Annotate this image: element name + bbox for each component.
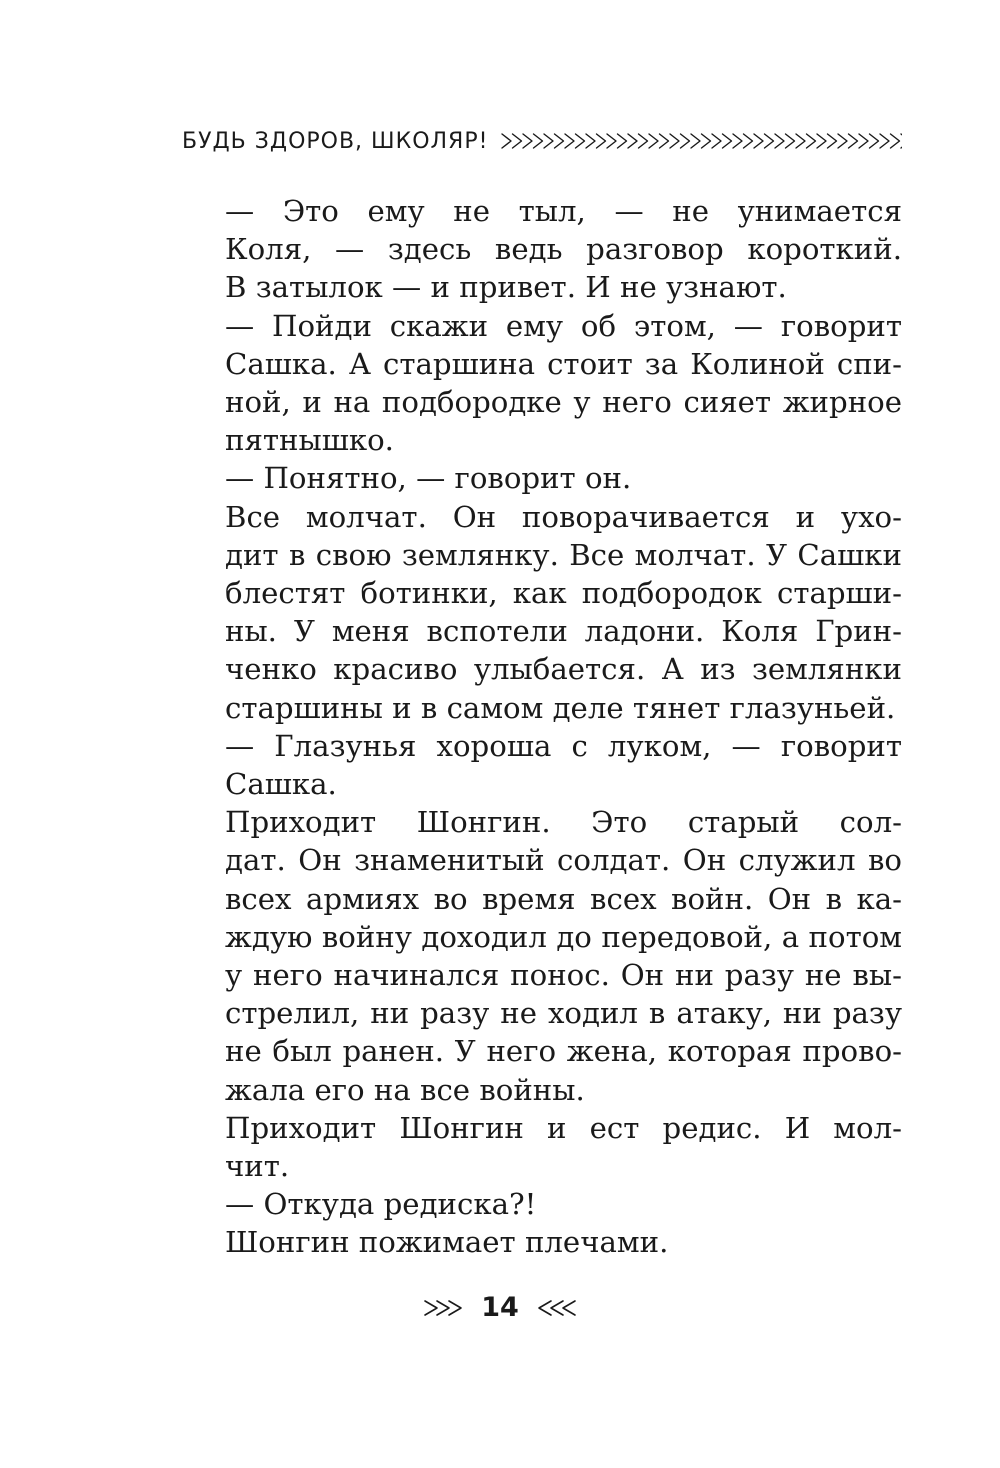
paragraph	[182, 803, 902, 1109]
paragraph	[182, 1185, 902, 1223]
text-line: — Откуда редиска?!	[225, 1187, 537, 1222]
text-line: пятнышко.	[225, 423, 394, 458]
text-line: Приходит Шонгин. Это старый сол-	[225, 805, 902, 840]
paragraph	[182, 192, 902, 307]
text-line: ны. У меня вспотели ладони. Коля Грин-	[225, 614, 902, 649]
text-line: дат. Он знаменитый солдат. Он служил во	[225, 843, 902, 878]
running-head-title: БУДЬ ЗДОРОВ, ШКОЛЯР!	[182, 128, 489, 154]
paragraph	[182, 1223, 902, 1261]
text-line: блестят ботинки, как подбородок старши-	[225, 576, 902, 611]
text-line: ной, и на подбородке у него сияет жирное	[225, 385, 902, 420]
text-line: Сашка. А старшина стоит за Колиной спи-	[225, 346, 902, 381]
text-line: жала его на все войны.	[225, 1072, 585, 1107]
text-line: Сашка.	[225, 767, 337, 802]
chevrons-right-icon	[423, 1297, 467, 1319]
text-line: чит.	[225, 1149, 290, 1184]
text-line: у него начинался понос. Он ни разу не вы-	[225, 958, 902, 993]
paragraph	[182, 307, 902, 460]
body-text	[182, 192, 902, 1262]
text-line: Приходит Шонгин и ест редис. И мол-	[225, 1110, 902, 1145]
paragraph	[182, 727, 902, 803]
text-line: — Пойди скажи ему об этом, — говорит	[225, 308, 902, 343]
text-line: стрелил, ни разу не ходил в атаку, ни разу	[225, 996, 902, 1031]
text-line: Коля, — здесь ведь разговор короткий.	[225, 232, 902, 267]
text-line: — Понятно, — говорит он.	[225, 461, 632, 496]
text-line: всех армиях во время всех войн. Он в ка-	[225, 881, 902, 916]
text-line: Шонгин пожимает плечами.	[225, 1225, 669, 1260]
text-line: ченко красиво улыбается. А из землянки	[225, 652, 902, 687]
paragraph	[182, 1109, 902, 1185]
chevrons-left-icon	[533, 1297, 577, 1319]
page-number: 14	[481, 1292, 519, 1323]
running-head	[182, 124, 902, 158]
text-line: старшины и в самом деле тянет глазуньей.	[225, 690, 896, 725]
text-line: дит в свою землянку. Все молчат. У Сашки	[225, 537, 902, 572]
text-line: — Это ему не тыл, — не унимается	[225, 194, 902, 228]
text-line: В затылок — и привет. И не узнают.	[225, 270, 787, 305]
page-folio	[0, 1292, 1000, 1323]
text-line: не был ранен. У него жена, которая прово-	[225, 1034, 902, 1069]
paragraph	[182, 459, 902, 497]
text-line: — Глазунья хороша с луком, — говорит	[225, 728, 902, 763]
paragraph	[182, 498, 902, 727]
chevron-ornament-icon	[500, 130, 902, 152]
text-line: ждую войну доходил до передовой, а потом	[225, 919, 902, 954]
text-line: Все молчат. Он поворачивается и ухо-	[225, 499, 902, 534]
